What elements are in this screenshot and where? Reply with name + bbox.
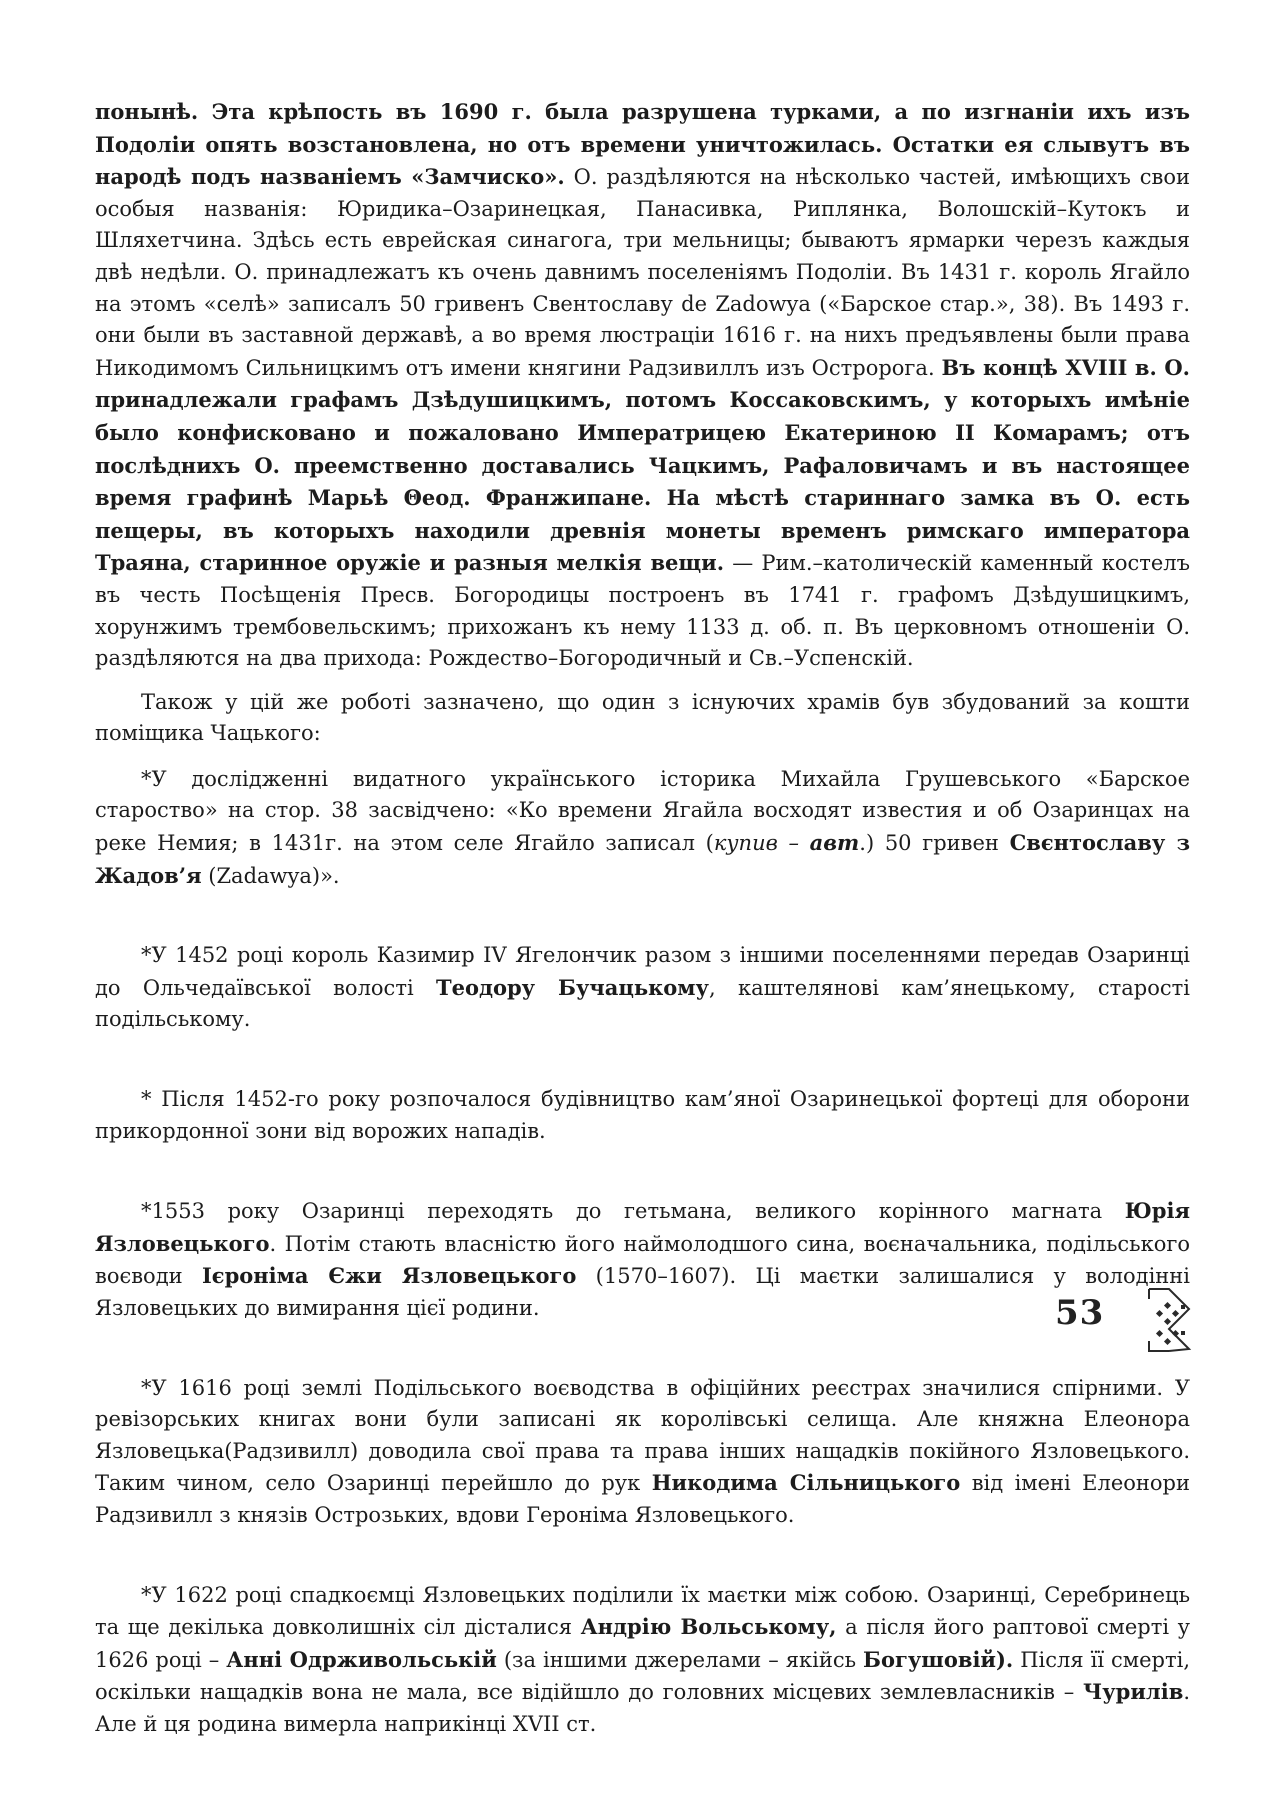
text-run: від імені Елеонори Радзивилл з князів Острозьких, вдови Героніма Язловецького. (95, 1471, 1190, 1527)
text-run: *У дослідженні видатного українського історика Михайла Грушевського «Барское староство» на стор. 38 засвідчено: «Ко времени Ягайла восходят известия и об Озаринцах на реке Немия; в 1431г. на этом селе Ягайло записал ( (95, 766, 1190, 856)
text-run: Ієроніма Єжи Язловецького (201, 1263, 577, 1289)
page-number: 53 (1055, 1293, 1105, 1333)
paragraph-3 (95, 764, 1190, 892)
text-run: .) 50 гривен (859, 831, 1010, 856)
text-run: понынѣ. Эта крѣпость въ 1690 г. была разрушена турками, а по изгнаніи ихъ изъ Подоліи опять возстановлена, но отъ времени уничтожилась. Остатки ея слывутъ въ народѣ подъ названіемъ «Замчиско». (95, 99, 1190, 190)
text-run: Чурилів (1083, 1679, 1184, 1705)
text-run: . Але й ця родина вимерла наприкінці XVII ст. (95, 1680, 1190, 1736)
text-run: купив – (713, 831, 810, 856)
text-run: *У 1616 році землі Подільського воєводства в офіційних реєстрах значилися спірними. У ревізорських книгах вони були записані як королівські селища. Але княжна Елеонора Язловецька(Радзивилл) доводила свої права та права інших нащадків покійного Язловецького. Таким чином, село Озаринці перейшло до рук (95, 1375, 1190, 1496)
text-run: Въ концѣ XVIII в. О. принадлежали графамъ Дзѣдушицкимъ, потомъ Коссаковскимъ, у которыхъ имѣніе было конфисковано и пожаловано Императрицею Екатериною II Комарамъ; отъ послѣднихъ О. преемственно доставались Чацкимъ, Рафаловичамъ и въ настоящее время графинѣ Марьѣ Θеод. Франжипане. На мѣстѣ стариннаго замка въ О. есть пещеры, въ которыхъ находили древнія монеты временъ римскаго императора Траяна, старинное оружіе и разныя мелкія вещи. (95, 354, 1190, 576)
text-run: авт (809, 830, 860, 856)
text-run: а після його раптової смерті у 1626 році – (95, 1615, 1190, 1672)
paragraph-5 (95, 1084, 1190, 1147)
text-run: Богушовій). (863, 1646, 1014, 1672)
text-run: . Потім стають власністю його наймолодшого сина, воєначальника, подільського воєводи (95, 1231, 1190, 1289)
text-run: *У 1452 році король Казимир IV Ягелончик разом з іншими поселеннями передав Озаринці до Ольчедаївської волості (95, 943, 1190, 1000)
text-run: *У 1622 році спадкоємці Язловецьких поділили їх маєтки між собою. Озаринці, Серебринець та ще декілька довколишніх сіл дісталися (95, 1582, 1190, 1640)
text-run: — Рим.–католическій каменный костелъ въ честь Посѣщенія Пресв. Богородицы построенъ въ 1741 г. графомъ Дзѣдушицкимъ, хорунжимъ трембовельскимъ; прихожанъ къ нему 1133 д. об. п. Въ церковномъ отношеніи О. раздѣляются на два прихода: Рождество–Богородичный и Св.–Успенскій. (95, 551, 1190, 671)
embroidery-ornament-icon (1143, 1285, 1195, 1355)
text-run: (Zadawya)». (201, 863, 340, 888)
paragraph-8 (95, 1580, 1190, 1741)
text-run: Свєнтославу з Жадов’я (95, 830, 1190, 888)
text-run: О. раздѣляются на нѣсколько частей, имѣющихъ свои особыя названія: Юридика–Озаринецкая, Панасивка, Риплянка, Волошскій–Кутокъ и Шляхетчина. Здѣсь есть еврейская синагога, три мельницы; бываютъ ярмарки черезъ каждыя двѣ недѣли. О. принадлежатъ къ очень давнимъ поселеніямъ Подоліи. Въ 1431 г. король Ягайло на этомъ «селѣ» записалъ 50 гривенъ Свентославу de Zadowya («Барское стар.», 38). Въ 1493 г. они были въ заставной державѣ, а во время люстраціи 1616 г. на нихъ предъявлены были права Никодимомъ Сильницкимъ отъ имени княгини Радзивиллъ изъ Остророга. (95, 165, 1190, 380)
text-run: Після її смерті, оскільки нащадків вона не мала, все відійшло до головних місцевих землевласників – (95, 1647, 1190, 1705)
paragraph-7 (95, 1373, 1190, 1532)
text-run: Юрія Язловецького (95, 1198, 1190, 1256)
paragraph-6 (95, 1195, 1190, 1324)
text-run: Теодору Бучацькому (435, 974, 709, 1000)
text-run: (1570–1607). Ці маєтки залишалися у володінні Язловецьких до вимирання цієї родини. (95, 1264, 1191, 1320)
text-run: Никодима Сільницького (651, 1470, 961, 1496)
paragraph-1 (95, 96, 1190, 675)
text-run: Також у цій же роботі зазначено, що один з існуючих храмів був збудований за кошти поміщика Чацького: (95, 689, 1190, 746)
text-run: *1553 року Озаринці переходять до гетьмана, великого корінного магната (141, 1199, 1125, 1224)
text-run: Анні Одрживольській (226, 1646, 497, 1672)
paragraph-2 (95, 687, 1190, 750)
text-run: , каштелянові кам’янецькому, старості подільському. (95, 975, 1190, 1032)
text-column (95, 96, 1190, 1741)
paragraph-4 (95, 940, 1190, 1036)
page-footer (1055, 1285, 1195, 1355)
text-run: * Після 1452-го року розпочалося будівництво кам’яної Озаринецької фортеці для оборони прикордонної зони від ворожих нападів. (95, 1087, 1190, 1143)
text-run: Андрію Вольському, (580, 1614, 837, 1640)
text-run: (за іншими джерелами – якійсь (496, 1647, 864, 1672)
